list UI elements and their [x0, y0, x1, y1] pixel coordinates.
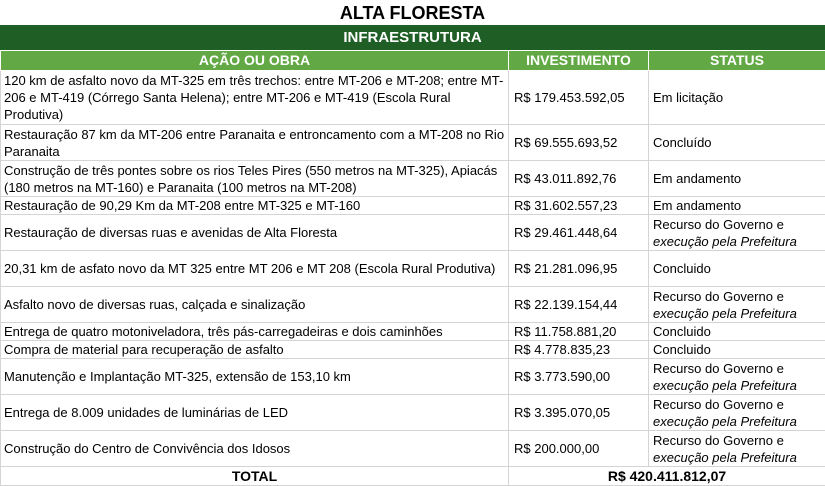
column-header-acao: AÇÃO OU OBRA: [1, 51, 509, 71]
status-text: Recurso do Governo e: [653, 432, 784, 448]
investimento-cell: R$ 43.011.892,76: [509, 161, 649, 197]
status-cell: [649, 197, 825, 215]
status-cell: [649, 431, 825, 467]
table-row: [1, 197, 825, 215]
table-row: [1, 125, 825, 161]
acao-cell: Construção de três pontes sobre os rios Teles Pires (550 metros na MT-325), Apiacás (180 metros na MT-160) e Paranaita (100 metros na MT-208): [1, 161, 509, 197]
total-value: R$ 420.411.812,07: [509, 467, 825, 486]
table-row: [1, 341, 825, 359]
status-cell: [649, 161, 825, 197]
column-header-status: STATUS: [649, 51, 825, 71]
table-row: [1, 215, 825, 251]
investimento-cell: R$ 179.453.592,05: [509, 71, 649, 125]
status-text-line2: execução pela Prefeitura: [653, 233, 797, 249]
acao-cell: Restauração 87 km da MT-206 entre Paranaita e entroncamento com a MT-208 no Rio Paranaita: [1, 125, 509, 161]
investimento-cell: R$ 3.773.590,00: [509, 359, 649, 395]
status-text: Em andamento: [653, 171, 742, 186]
column-header-investimento: INVESTIMENTO: [509, 51, 649, 71]
acao-cell: Restauração de diversas ruas e avenidas de Alta Floresta: [1, 215, 509, 251]
status-cell: [649, 395, 825, 431]
acao-cell: Compra de material para recuperação de asfalto: [1, 341, 509, 359]
status-text-line2: execução pela Prefeitura: [653, 449, 797, 465]
acao-cell: 120 km de asfalto novo da MT-325 em três trechos: entre MT-206 e MT-208; entre MT-206 e MT-419 (Córrego Santa Helena); entre MT-206 e MT-419 (Escola Rural Produtiva): [1, 71, 509, 125]
status-cell: [649, 251, 825, 287]
header-row: [1, 51, 825, 71]
status-cell: [649, 215, 825, 251]
investimento-cell: R$ 69.555.693,52: [509, 125, 649, 161]
status-text: Em andamento: [653, 198, 742, 213]
investimento-cell: R$ 4.778.835,23: [509, 341, 649, 359]
acao-cell: Construção do Centro de Convivência dos Idosos: [1, 431, 509, 467]
table-row: [1, 287, 825, 323]
acao-cell: Entrega de 8.009 unidades de luminárias de LED: [1, 395, 509, 431]
table-row: [1, 395, 825, 431]
total-row: [1, 467, 825, 486]
status-cell: [649, 287, 825, 323]
investimento-cell: R$ 3.395.070,05: [509, 395, 649, 431]
section-header: INFRAESTRUTURA: [0, 25, 825, 50]
infrastructure-table: [0, 50, 825, 486]
status-cell: [649, 71, 825, 125]
investimento-cell: R$ 31.602.557,23: [509, 197, 649, 215]
investimento-cell: R$ 21.281.096,95: [509, 251, 649, 287]
investimento-cell: R$ 11.758.881,20: [509, 323, 649, 341]
status-text-line2: execução pela Prefeitura: [653, 413, 797, 429]
status-text: Recurso do Governo e: [653, 396, 784, 412]
status-cell: [649, 323, 825, 341]
investimento-cell: R$ 22.139.154,44: [509, 287, 649, 323]
page-title: ALTA FLORESTA: [339, 3, 486, 23]
status-cell: [649, 359, 825, 395]
acao-cell: Entrega de quatro motoniveladora, três pás-carregadeiras e dois caminhões: [1, 323, 509, 341]
table-row: [1, 71, 825, 125]
status-text: Recurso do Governo e: [653, 288, 784, 304]
status-text: Em licitação: [653, 90, 724, 105]
acao-cell: 20,31 km de asfato novo da MT 325 entre MT 206 e MT 208 (Escola Rural Produtiva): [1, 251, 509, 287]
acao-cell: Asfalto novo de diversas ruas, calçada e sinalização: [1, 287, 509, 323]
acao-cell: Manutenção e Implantação MT-325, extensão de 153,10 km: [1, 359, 509, 395]
investimento-cell: R$ 200.000,00: [509, 431, 649, 467]
acao-cell: Restauração de 90,29 Km da MT-208 entre MT-325 e MT-160: [1, 197, 509, 215]
total-label: TOTAL: [1, 467, 509, 486]
status-text: Recurso do Governo e: [653, 360, 784, 376]
status-text: Concluido: [653, 342, 711, 357]
table-row: [1, 431, 825, 467]
status-cell: [649, 341, 825, 359]
status-text: Concluído: [653, 135, 712, 150]
investimento-cell: R$ 29.461.448,64: [509, 215, 649, 251]
status-cell: [649, 125, 825, 161]
status-text: Concluido: [653, 324, 711, 339]
status-text-line2: execução pela Prefeitura: [653, 305, 797, 321]
table-row: [1, 251, 825, 287]
status-text-line2: execução pela Prefeitura: [653, 377, 797, 393]
table-row: [1, 323, 825, 341]
status-text: Concluido: [653, 261, 711, 276]
table-row: [1, 359, 825, 395]
status-text: Recurso do Governo e: [653, 216, 784, 232]
table-row: [1, 161, 825, 197]
